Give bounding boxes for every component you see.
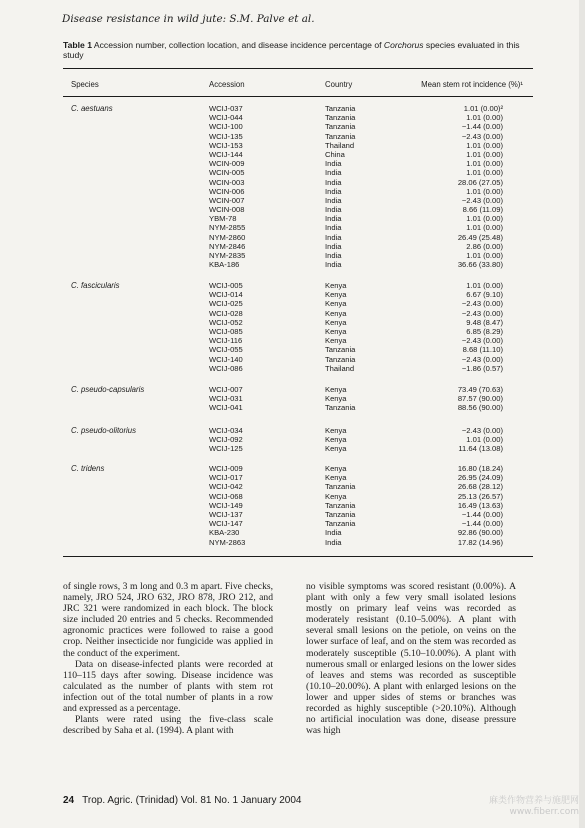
incidence-cell: 1.01 (0.00): [466, 251, 503, 260]
incidence-cell: −1.44 (0.00): [461, 519, 503, 529]
country-cell: Tanzania: [325, 509, 356, 519]
country-cell: Kenya: [325, 281, 347, 290]
incidence-cell: 92.86 (90.00): [457, 528, 503, 538]
country-cell: Kenya: [325, 317, 347, 327]
incidence-cell: 1.01 (0.00): [466, 281, 503, 290]
accession-cell: WCIJ-153: [209, 140, 243, 150]
table-row: [63, 290, 533, 299]
country-cell: Tanzania: [325, 519, 356, 529]
accession-cell: WCIJ-014: [209, 290, 243, 300]
page-number: 24: [63, 795, 75, 806]
incidence-cell: 8.66 (11.09): [462, 205, 503, 215]
country-cell: India: [325, 214, 342, 224]
incidence-cell: −2.43 (0.00): [461, 354, 503, 364]
body-paragraph: Plants were rated using the five-class scale described by Saha et al. (1994). A plant with: [63, 714, 273, 737]
header-incidence: Mean stem rot incidence (%)¹: [421, 80, 523, 89]
accession-cell: WCIJ-086: [209, 363, 243, 373]
accession-cell: NYM-2835: [209, 251, 246, 260]
accession-cell: WCIJ-007: [209, 385, 243, 394]
country-cell: Kenya: [325, 491, 347, 501]
accession-cell: WCIJ-149: [209, 500, 243, 510]
country-cell: Tanzania: [325, 345, 356, 355]
incidence-cell: 8.68 (11.10): [462, 345, 503, 355]
body-paragraph: of single rows, 3 m long and 0.3 m apart. Five checks, namely, JRO 524, JRO 632, JRO 878, JRO 212, and JRC 321 were randomized in each block. The block size included 20 entries and 5 checks. Recommended agronomic practices were followed to raise a good crop. Neither insecticide nor fungicide was applied in the conduct of the experiment.: [63, 581, 273, 659]
country-cell: Kenya: [325, 308, 347, 318]
incidence-cell: 36.66 (33.80): [457, 260, 503, 270]
table-row: [63, 538, 533, 547]
table-row: [63, 435, 533, 444]
incidence-cell: −2.43 (0.00): [461, 426, 503, 435]
table-row: [63, 159, 533, 168]
table-row: [63, 168, 533, 177]
accession-cell: WCIJ-005: [209, 281, 243, 290]
country-cell: India: [325, 159, 342, 169]
incidence-cell: 16.49 (13.63): [457, 500, 503, 510]
country-cell: Kenya: [325, 299, 347, 309]
accession-cell: WCIJ-041: [209, 403, 243, 413]
table-header-rule: [63, 96, 533, 97]
incidence-cell: 6.85 (8.29): [466, 326, 503, 336]
table-row: [63, 336, 533, 345]
incidence-cell: 2.86 (0.00): [466, 241, 503, 251]
species-name: C. aestuans: [71, 104, 113, 113]
incidence-cell: 1.01 (0.00): [466, 140, 503, 150]
country-cell: Kenya: [325, 473, 347, 483]
accession-cell: WCIN-007: [209, 195, 245, 205]
country-cell: Kenya: [325, 336, 347, 346]
accession-cell: WCIJ-068: [209, 491, 243, 501]
incidence-cell: 1.01 (0.00): [466, 186, 503, 196]
incidence-cell: −2.43 (0.00): [461, 195, 503, 205]
table-row: [63, 501, 533, 510]
table-caption: [63, 40, 533, 60]
accession-cell: WCIJ-135: [209, 131, 243, 141]
accession-cell: WCIJ-042: [209, 482, 243, 492]
accession-cell: WCIJ-100: [209, 122, 243, 132]
accession-cell: WCIJ-140: [209, 354, 243, 364]
country-cell: India: [325, 177, 342, 187]
species-name: C. fascicularis: [71, 281, 120, 290]
accession-cell: WCIJ-137: [209, 509, 243, 519]
table-row: [63, 444, 533, 453]
accession-cell: KBA-186: [209, 260, 240, 270]
header-accession: Accession: [209, 80, 245, 89]
journal-citation: Trop. Agric. (Trinidad) Vol. 81 No. 1 January 2004: [82, 795, 302, 806]
accession-cell: WCIJ-144: [209, 149, 243, 159]
table-row: [63, 327, 533, 336]
table-row: [63, 385, 533, 394]
country-cell: China: [325, 149, 345, 159]
incidence-cell: 1.01 (0.00): [466, 159, 503, 169]
table-label: Table 1: [63, 40, 92, 50]
incidence-cell: 11.64 (13.08): [458, 444, 503, 454]
accession-cell: WCIJ-125: [209, 444, 243, 454]
table-row: [63, 196, 533, 205]
accession-cell: NYM-2863: [209, 537, 246, 547]
body-paragraph: no visible symptoms was scored resistant (0.00%). A plant with only a few very small isolated lesions mostly on primary leaf veins was recorded as moderately resistant (0.10–5.00%). A plant with several small lesions on the petiole, on veins on the lower surface of leaf, and on the stem was recorded as moderately susceptible (5.10–10.00%). A plant with numerous small or enlarged lesions on the lower sides of leaves and stems was recorded as susceptible (10.10–20.00%). A plant with enlarged lesions on the lower and upper sides of stems or branches was recorded as highly susceptible (>20.10%). Although no artificial inoculation was done, disease pressure was high: [306, 581, 516, 737]
incidence-cell: 1.01 (0.00): [466, 168, 503, 178]
accession-cell: WCIJ-044: [209, 113, 243, 123]
table-row: [63, 113, 533, 122]
country-cell: India: [325, 223, 342, 233]
table-row: [63, 345, 533, 354]
table-row: [63, 214, 533, 223]
incidence-cell: 26.68 (28.12): [457, 482, 503, 492]
scan-edge: [579, 0, 585, 828]
table-row: [63, 187, 533, 196]
table-row: [63, 473, 533, 482]
data-table: [63, 68, 533, 557]
incidence-cell: 88.56 (90.00): [457, 403, 503, 413]
accession-cell: WCIN-003: [209, 177, 245, 187]
table-row: [63, 318, 533, 327]
incidence-cell: −2.43 (0.00): [461, 131, 503, 141]
table-top-rule: [63, 68, 533, 69]
country-cell: India: [325, 537, 342, 547]
table-row: [63, 132, 533, 141]
incidence-cell: 1.01 (0.00): [466, 223, 503, 233]
page-footer: [63, 795, 302, 806]
table-row: [63, 242, 533, 251]
accession-cell: WCIN-005: [209, 168, 245, 178]
incidence-cell: 73.49 (70.63): [457, 385, 503, 394]
accession-cell: WCIJ-052: [209, 317, 243, 327]
incidence-cell: 17.82 (14.96): [457, 537, 503, 547]
incidence-cell: −1.44 (0.00): [461, 509, 503, 519]
running-head: Disease resistance in wild jute: S.M. Palve et al.: [62, 13, 315, 25]
accession-cell: NYM-2855: [209, 223, 246, 233]
country-cell: Tanzania: [325, 500, 356, 510]
country-cell: Thailand: [325, 140, 355, 150]
incidence-cell: 26.49 (25.48): [457, 232, 503, 242]
table-row: [63, 223, 533, 232]
accession-cell: WCIN-008: [209, 205, 245, 215]
accession-cell: WCIJ-092: [209, 435, 243, 445]
country-cell: India: [325, 205, 342, 215]
accession-cell: WCIJ-037: [209, 104, 243, 113]
table-row: [63, 519, 533, 528]
table-row: [63, 403, 533, 412]
country-cell: India: [325, 251, 342, 260]
table-row: [63, 309, 533, 318]
table-row: [63, 492, 533, 501]
incidence-cell: −2.43 (0.00): [461, 308, 503, 318]
species-name: C. pseudo-capsularis: [71, 385, 145, 394]
incidence-cell: 26.95 (24.09): [457, 473, 503, 483]
country-cell: Kenya: [325, 444, 347, 454]
caption-text-b: species evaluated in this study: [63, 40, 520, 60]
incidence-cell: 9.48 (8.47): [466, 317, 503, 327]
country-cell: Tanzania: [325, 354, 356, 364]
accession-cell: WCIJ-116: [209, 336, 243, 346]
caption-text-a: Accession number, collection location, and disease incidence percentage of: [93, 40, 384, 50]
accession-cell: WCIN-006: [209, 186, 245, 196]
country-cell: Tanzania: [325, 104, 356, 113]
country-cell: Kenya: [325, 394, 347, 404]
table-row: [63, 299, 533, 308]
incidence-cell: 1.01 (0.00): [466, 435, 503, 445]
accession-cell: WCIJ-025: [209, 299, 243, 309]
body-column-left: [63, 581, 273, 736]
table-row: [63, 426, 533, 435]
accession-cell: WCIJ-034: [209, 426, 243, 435]
table-row: [63, 141, 533, 150]
country-cell: Tanzania: [325, 113, 356, 123]
table-row: [63, 528, 533, 537]
header-species: Species: [71, 80, 99, 89]
accession-cell: WCIJ-009: [209, 464, 243, 473]
country-cell: Thailand: [325, 363, 355, 373]
accession-cell: WCIJ-085: [209, 326, 243, 336]
table-row: [63, 104, 533, 113]
country-cell: Kenya: [325, 464, 347, 473]
incidence-cell: 6.67 (9.10): [466, 290, 503, 300]
incidence-cell: 25.13 (26.57): [457, 491, 503, 501]
table-row: [63, 281, 533, 290]
incidence-cell: −1.44 (0.00): [461, 122, 503, 132]
country-cell: India: [325, 241, 342, 251]
country-cell: Kenya: [325, 435, 347, 445]
incidence-cell: 1.01 (0.00): [466, 214, 503, 224]
country-cell: India: [325, 232, 342, 242]
accession-cell: NYM-2860: [209, 232, 246, 242]
table-row: [63, 233, 533, 242]
body-column-right: [306, 581, 516, 736]
country-cell: India: [325, 168, 342, 178]
incidence-cell: 28.06 (27.05): [457, 177, 503, 187]
table-row: [63, 510, 533, 519]
table-row: [63, 205, 533, 214]
species-name: C. pseudo-olitorius: [71, 426, 137, 435]
header-country: Country: [325, 80, 353, 89]
country-cell: Kenya: [325, 290, 347, 300]
incidence-cell: 16.80 (18.24): [457, 464, 503, 473]
table-row: [63, 122, 533, 131]
incidence-cell: 1.01 (0.00): [466, 149, 503, 159]
body-paragraph: Data on disease-infected plants were recorded at 110–115 days after sowing. Disease incidence was calculated as the number of plants with stem rot infection out of the total number of plants in a row and expressed as a percentage.: [63, 658, 273, 715]
country-cell: India: [325, 528, 342, 538]
table-row: [63, 150, 533, 159]
country-cell: India: [325, 186, 342, 196]
incidence-cell: −2.43 (0.00): [461, 336, 503, 346]
country-cell: Tanzania: [325, 403, 356, 413]
accession-cell: WCIJ-055: [209, 345, 243, 355]
table-row: [63, 355, 533, 364]
watermark: [489, 796, 579, 818]
country-cell: India: [325, 260, 342, 270]
table-bottom-rule: [63, 556, 533, 557]
country-cell: Kenya: [325, 326, 347, 336]
incidence-cell: 87.57 (90.00): [457, 394, 503, 404]
caption-genus: Corchorus: [383, 40, 424, 50]
accession-cell: WCIN-009: [209, 159, 245, 169]
table-row: [63, 178, 533, 187]
table-row: [63, 482, 533, 491]
incidence-cell: −2.43 (0.00): [461, 299, 503, 309]
accession-cell: WCIJ-017: [209, 473, 243, 483]
country-cell: Tanzania: [325, 482, 356, 492]
watermark-line: 麻类作物营养与施肥网: [488, 796, 579, 806]
country-cell: Tanzania: [325, 122, 356, 132]
accession-cell: NYM-2846: [209, 241, 246, 251]
accession-cell: YBM-78: [209, 214, 237, 224]
table-row: [63, 364, 533, 373]
country-cell: Kenya: [325, 385, 347, 394]
incidence-cell: 1.01 (0.00): [466, 113, 503, 123]
country-cell: India: [325, 195, 342, 205]
table-row: [63, 394, 533, 403]
species-name: C. tridens: [71, 464, 105, 473]
accession-cell: WCIJ-028: [209, 308, 243, 318]
table-row: [63, 260, 533, 269]
accession-cell: WCIJ-031: [209, 394, 243, 404]
country-cell: Tanzania: [325, 131, 356, 141]
accession-cell: KBA-230: [209, 528, 240, 538]
watermark-line: www.fiberr.com: [509, 807, 579, 817]
table-row: [63, 251, 533, 260]
table-row: [63, 464, 533, 473]
country-cell: Kenya: [325, 426, 347, 435]
accession-cell: WCIJ-147: [209, 519, 243, 529]
incidence-cell: −1.86 (0.57): [461, 363, 503, 373]
incidence-cell: 1.01 (0.00)²: [463, 104, 503, 113]
